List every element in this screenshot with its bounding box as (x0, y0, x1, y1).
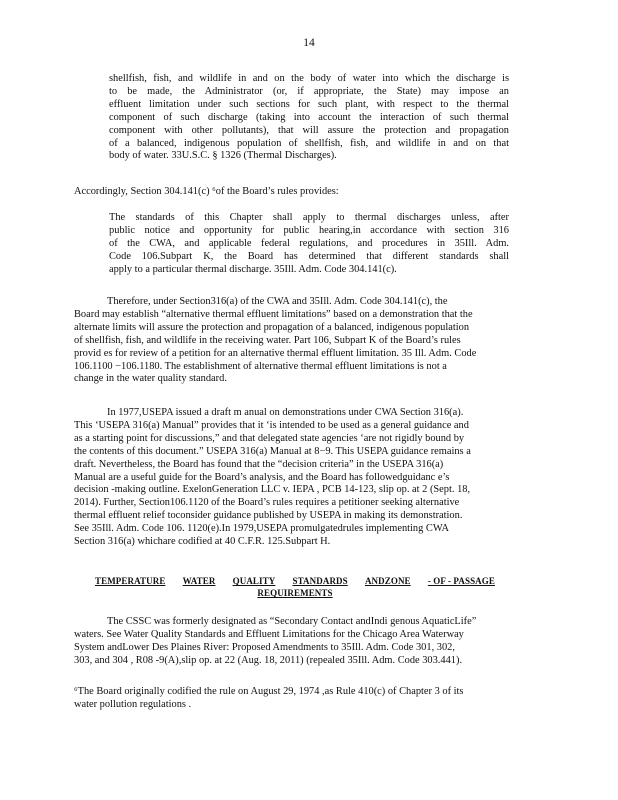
text-line: Therefore, under Section316(a) of the CWA and 35Ill. Adm. Code 304.141(c), the (107, 296, 448, 307)
text-line: Manual are a useful guide for the Board’s analysis, and the Board has followedguidanc e’s (74, 471, 450, 483)
text-line: thermal effluent relief toconsider guidance published by USEPA in making its demonstration. (74, 510, 463, 522)
therefore-paragraph (74, 296, 544, 386)
text-line: to be made, the Administrator (or, if appropriate, the State) may impose an (109, 85, 509, 97)
text-line: Section 316(a) whichare codified at 40 C.F.R. 125.Subpart H. (74, 536, 331, 548)
block-quote-statute (109, 73, 509, 163)
footnote-6 (74, 686, 544, 712)
text-line: Board may establish “alternative thermal effluent limitations” based on a demonstration that the (74, 308, 473, 320)
text-line: Accordingly, Section 304.141(c) ⁶of the Board’s rules provides: (74, 186, 339, 197)
text-line: The standards of this Chapter shall apply to thermal discharges unless, after (109, 212, 509, 223)
text-line: public notice and opportunity for public hearing,in accordance with section 316 (109, 224, 509, 236)
cssc-paragraph (74, 616, 544, 668)
text-line: component with other pollutants), that will assure the protection and propagation (109, 124, 509, 136)
text-line: Code 106.Subpart K, the Board has determined that different standards shall (109, 250, 509, 262)
text-line: component of such discharge (taking into account the interaction of such thermal (109, 111, 509, 123)
text-line: The CSSC was formerly designated as “Secondary Contact andIndi genous AquaticLife” (107, 616, 477, 627)
section-heading (95, 576, 495, 598)
text-line: provid es for review of a petition for an alternative thermal effluent limitation. 35 Ill. Adm. Code (74, 347, 477, 359)
text-line: 2014). Further, Section106.1120 of the Board’s rules requires a petitioner seeking alternative (74, 497, 460, 509)
text-line: of shellfish, fish, and wildlife in the receiving water. Part 106, Subpart K of the Board’s rules (74, 334, 461, 346)
usepa-paragraph (74, 407, 544, 549)
text-line: effluent limitation under such sections for such plant, with respect to the thermal (109, 98, 509, 110)
heading-word: QUALITY (232, 576, 276, 586)
text-line: shellfish, fish, and wildlife in and on the body of water into which the discharge is (109, 73, 509, 84)
text-line: apply to a particular thermal discharge. 35Ill. Adm. Code 304.141(c). (109, 263, 397, 275)
text-line: See 35Ill. Adm. Code 106. 1120(e).In 1979,USEPA promulgatedrules implementing CWA (74, 523, 449, 535)
heading-word: ANDZONE (364, 576, 411, 586)
heading-word: TEMPERATURE (95, 576, 166, 586)
text-line: System andLower Des Plaines River: Proposed Amendments to 35Ill. Adm. Code 301, 302, (74, 641, 455, 653)
text-line: decision -making outline. ExelonGeneration LLC v. IEPA , PCB 14-123, slip op. at 2 (Sept. 18, (74, 484, 471, 496)
text-line: In 1977,USEPA issued a draft m anual on demonstrations under CWA Section 316(a). (107, 407, 464, 418)
section-heading-line1 (95, 576, 495, 586)
page-number: 14 (303, 37, 315, 49)
section-heading-line2: REQUIREMENTS (257, 588, 333, 598)
text-line: as a starting point for discussions,” and that delegated state agencies ‘are not rigidly bound by (74, 432, 465, 444)
text-line: of a balanced, indigenous population of shellfish, fish, and wildlife in and on that (109, 137, 509, 149)
heading-word: WATER (182, 576, 216, 586)
text-line: alternate limits will assure the protection and propagation of a balanced, indigenous population (74, 321, 470, 333)
text-line: change in the water quality standard. (74, 373, 227, 385)
block-quote-rule (109, 212, 509, 277)
text-line: draft. Nevertheless, the Board has found that the “decision criteria” in the USEPA 316(a) (74, 458, 444, 470)
heading-word: STANDARDS (292, 576, 348, 586)
text-line: of the CWA, and applicable federal regulations, and procedures in 35Ill. Adm. (109, 237, 509, 249)
accordingly-paragraph (74, 186, 544, 199)
text-line: water pollution regulations . (74, 698, 192, 710)
text-line: 106.1100 −106.1180. The establishment of alternative thermal effluent limitations is not a (74, 360, 447, 372)
text-line: 303, and 304 , R08 -9(A),slip op. at 22 (Aug. 18, 2011) (repealed 35Ill. Adm. Code 303.441). (74, 654, 463, 666)
text-line: This ‘USEPA 316(a) Manual” provides that it ‘is intended to be used as a general guidance and (74, 419, 469, 431)
text-line: ⁶The Board originally codified the rule on August 29, 1974 ,as Rule 410(c) of Chapter 3 of its (74, 686, 464, 697)
heading-word: - OF - PASSAGE (427, 576, 495, 586)
text-line: body of water. 33U.S.C. § 1326 (Thermal Discharges). (109, 150, 337, 162)
text-line: the contents of this document.” USEPA 316(a) Manual at 8−9. This USEPA guidance remains a (74, 445, 471, 457)
text-line: waters. See Water Quality Standards and Effluent Limitations for the Chicago Area Waterway (74, 628, 464, 640)
